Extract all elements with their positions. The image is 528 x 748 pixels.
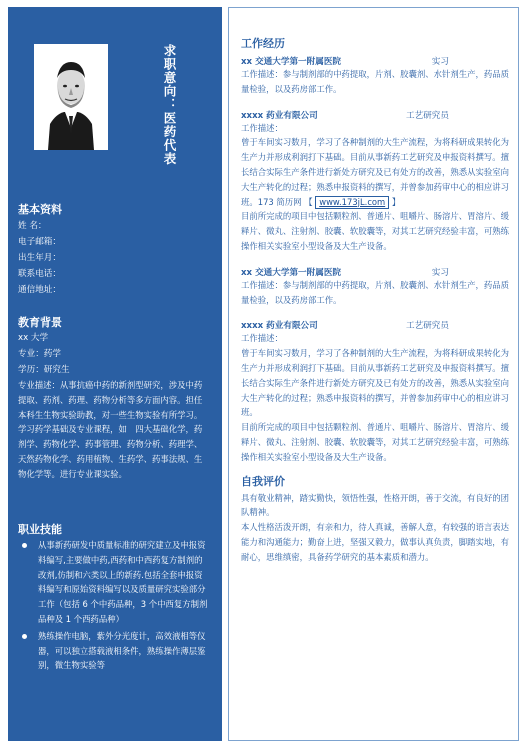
work-entry-role: 工艺研究员 [406,110,449,121]
work-entry-3-header [241,266,509,278]
bullet-icon [22,543,27,548]
work-entry-paragraph: 曾于车间实习数月，学习了各种制剂的大生产流程，为将科研成果转化为生产力并形成利润打下基础。目前从事新药工艺研究及申报资料撰写。擅长结合实际生产条件进行新处方研究及已有处方的改善，熟悉从实验室向大生产转化的过程；熟悉申报资料的撰写，并曾参加药审中心的相应讲习班。173 简历网 【 www.173jL.com 】 [241,137,509,207]
work-heading: 工作经历 [241,37,285,50]
email-label: 电子邮箱： [18,237,61,247]
work-entry-org: xxxx 药业有限公司 [241,110,318,121]
phone-label: 联系电话： [18,269,61,279]
work-entry-paragraph: 曾于车间实习数月，学习了各种制剂的大生产流程，为将科研成果转化为生产力并形成利润打下基础。目前从事新药工艺研究及申报资料撰写。擅长结合实际生产条件进行新处方研究及已有处方的改善，熟悉从实验室向大生产转化的过程；熟悉申报资料的撰写，并曾参加药审中心的相应讲习班。 [241,348,509,418]
work-entry-paragraph: 工作描述：参与制剂部的中药提取，片剂、胶囊剂、水针剂生产，药品质量检验，以及药房部工作。 [241,279,509,305]
self-eval-heading: 自我评价 [241,474,285,488]
website-link[interactable]: www.173jL.com [319,196,386,207]
education-description: 专业描述：从事抗癌中药的新剂型研究，涉及中药提取、药剂、药理、药物分析等多方面内容。担任本科生生物实验助教，对一些生物实验有所学习。学习药学基础及专业课程，如 四大基础化学，药剂学、药物化学、药事管理、药物分析、药理学、天然药物化学、药用植物、生药学、药事法规、生物化学等。进行专业课实验。 [18,380,203,479]
website-link-box[interactable] [315,196,389,209]
work-entry-role: 实习 [431,57,449,67]
work-entry-role: 实习 [431,267,449,278]
education-school: xx 大学 [18,333,49,343]
address-label: 通信地址： [18,285,61,295]
work-entry-paragraph: 目前所完成的项目中包括颗粒剂、普通片、咀嚼片、肠溶片、胃溶片、缓释片、微丸、注射剂、胶囊、软胶囊等，对其工艺研究经验丰富，可熟练操作相关实验室小型设备及大生产设备。 [241,211,509,251]
profile-photo [34,44,108,150]
portrait-image [34,44,108,150]
skill-item: 从事新药研发中质量标准的研究建立及申报资料编写,主要做中药,西药和中西药复方制剂的改剂,仿制和六类以上的新药.包括全套申报资料编写和原始资料编写以及质量研究实验部分工作（包括 6 个中药品种，3 个中西复方制剂品种及 1 个西药品种） [18,538,210,627]
work-entry-paragraph: 工作描述： [241,122,283,133]
work-entry-4-header [241,319,509,331]
work-entry-role: 工艺研究员 [406,321,449,332]
main-content [241,35,509,565]
skill-item: 熟练操作电脑，紫外分光度计，高效液相等仪器，可以独立搭载液相条件，熟练操作薄层鉴别，微生物实验等 [18,629,210,673]
self-eval-paragraph: 具有敬业精神，踏实勤快，领悟性强，性格开朗，善于交流，有良好的团队精神。 [241,492,509,518]
basic-info-heading: 基本资料 [18,203,62,216]
skills-heading: 职业技能 [18,523,62,536]
skills-list [18,538,210,675]
job-objective: 求职意向：医药代表 [162,44,177,166]
work-entry-paragraph: 工作描述：参与制剂部的中药提取，片剂、胶囊剂、水针剂生产，药品质量检验，以及药房部工作。 [241,69,509,94]
work-entry-org: xx 交通大学第一附属医院 [241,267,342,278]
education-major: 专业：药学 [18,349,61,359]
name-label: 姓 名： [18,221,47,231]
work-entry-1-header [241,55,509,67]
work-entry-org: xx 交通大学第一附属医院 [241,57,342,67]
work-entry-paragraph: 目前所完成的项目中包括颗粒剂、普通片、咀嚼片、肠溶片、胃溶片、缓释片、微丸、注射剂、胶囊、软胶囊等，对其工艺研究经验丰富，可熟练操作相关实验室小型设备及大生产设备。 [241,422,509,462]
birth-label: 出生年月： [18,253,61,263]
work-entry-2-header [241,109,509,121]
work-entry-org: xxxx 药业有限公司 [241,321,318,332]
self-eval-paragraph: 本人性格活泼开朗，有亲和力，待人真诚，善解人意，有较强的语言表达能力和沟通能力；勤奋上进，坚强又毅力，做事认真负责，脚踏实地，有耐心，思维缜密，具备药学研究的基本素质和潜力。 [241,522,509,562]
education-heading: 教育背景 [18,316,62,329]
work-entry-paragraph: 工作描述： [241,333,283,344]
bullet-icon [22,634,27,639]
education-degree: 学历：研究生 [18,365,70,375]
